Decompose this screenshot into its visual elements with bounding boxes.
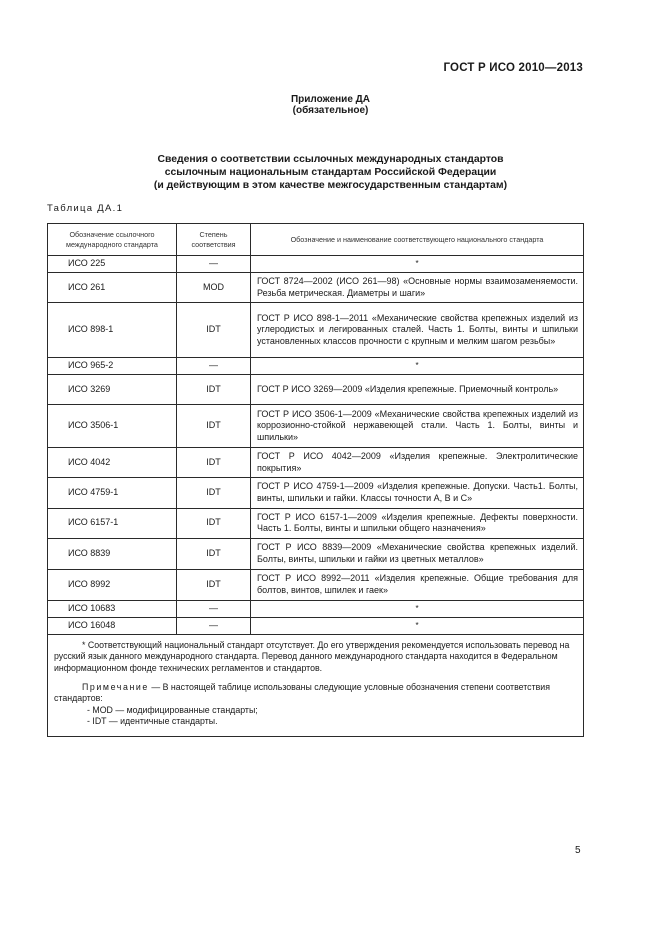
- intl-standard-cell: ИСО 225: [48, 256, 177, 273]
- intl-standard-cell: ИСО 8992: [48, 569, 177, 600]
- intl-standard-cell: ИСО 4759-1: [48, 478, 177, 508]
- document-code: ГОСТ Р ИСО 2010—2013: [443, 62, 583, 74]
- table-row: [48, 617, 584, 634]
- section-heading: [0, 153, 661, 192]
- table-label: Таблица ДА.1: [47, 203, 124, 214]
- national-standard-cell: ГОСТ Р ИСО 4759-1—2009 «Изделия крепежные. Допуски. Часть1. Болты, винты, шпильки и гайки. Классы точности А, В и С»: [251, 478, 584, 508]
- heading-line-1: Сведения о соответствии ссылочных международных стандартов: [157, 154, 504, 165]
- table-row: [48, 538, 584, 569]
- footnote: * Соответствующий национальный стандарт отсутствует. До его утверждения рекомендуется использовать перевод на русский язык данного международного стандарта. Перевод данного международного стандарта находится в Федеральном информационном фонде технических регламентов и стандартов.: [54, 639, 570, 673]
- table-row: [48, 303, 584, 358]
- degree-cell: IDT: [177, 478, 251, 508]
- degree-cell: —: [177, 617, 251, 634]
- national-standard-cell: ГОСТ Р ИСО 3506-1—2009 «Механические свойства крепежных изделий из коррозионно-стойкой нержавеющей стали. Часть 1. Болты, винты и шпильки»: [251, 405, 584, 448]
- table-row: [48, 600, 584, 617]
- national-standard-cell: ГОСТ 8724—2002 (ИСО 261—98) «Основные нормы взаимозаменяемости. Резьба метрическая. Диаметры и шаги»: [251, 273, 584, 303]
- table-row: [48, 375, 584, 405]
- intl-standard-cell: ИСО 6157-1: [48, 508, 177, 538]
- degree-cell: IDT: [177, 448, 251, 478]
- degree-cell: IDT: [177, 569, 251, 600]
- national-standard-cell: *: [251, 358, 584, 375]
- degree-cell: IDT: [177, 303, 251, 358]
- note-list-item: - MOD — модифицированные стандарты;: [87, 704, 258, 715]
- national-standard-cell: *: [251, 600, 584, 617]
- intl-standard-cell: ИСО 261: [48, 273, 177, 303]
- table-footer-row: [48, 634, 584, 736]
- intl-standard-cell: ИСО 965-2: [48, 358, 177, 375]
- table-row: [48, 273, 584, 303]
- intl-standard-cell: ИСО 10683: [48, 600, 177, 617]
- table-footnote-cell: [48, 634, 584, 736]
- national-standard-cell: *: [251, 617, 584, 634]
- annex-block: [0, 94, 661, 116]
- table-row: [48, 448, 584, 478]
- intl-standard-cell: ИСО 16048: [48, 617, 177, 634]
- heading-line-2: ссылочным национальным стандартам Российской Федерации: [164, 167, 497, 178]
- national-standard-cell: ГОСТ Р ИСО 8992—2011 «Изделия крепежные. Общие требования для болтов, винтов, шпилек и гаек»: [251, 569, 584, 600]
- note-text: — В настоящей таблице использованы следующие условные обозначения степени соответствия стандартов:: [54, 681, 550, 704]
- table-row: [48, 256, 584, 273]
- intl-standard-cell: ИСО 3269: [48, 375, 177, 405]
- intl-standard-cell: ИСО 4042: [48, 448, 177, 478]
- note: [54, 682, 577, 705]
- table-row: [48, 508, 584, 538]
- standards-table: [47, 223, 584, 737]
- national-standard-cell: ГОСТ Р ИСО 898-1—2011 «Механические свойства крепежных изделий из углеродистых и легированных сталей. Часть 1. Болты, винты и шпильки установленных классов прочности с крупным и мелким шагом резьбы»: [251, 303, 584, 358]
- table-header-row: [48, 224, 584, 256]
- table-row: [48, 405, 584, 448]
- table-row: [48, 569, 584, 600]
- table-row: [48, 478, 584, 508]
- national-standard-cell: ГОСТ Р ИСО 3269—2009 «Изделия крепежные. Приемочный контроль»: [251, 375, 584, 405]
- page-number: 5: [575, 845, 581, 856]
- heading-line-3: (и действующим в этом качестве межгосударственным стандартам): [153, 180, 508, 191]
- column-header-degree: Степень соответствия: [177, 224, 251, 256]
- degree-cell: IDT: [177, 405, 251, 448]
- table-row: [48, 358, 584, 375]
- degree-cell: IDT: [177, 375, 251, 405]
- degree-cell: —: [177, 256, 251, 273]
- note-list-item: - IDT — идентичные стандарты.: [87, 716, 218, 727]
- degree-cell: —: [177, 600, 251, 617]
- degree-cell: IDT: [177, 538, 251, 569]
- intl-standard-cell: ИСО 898-1: [48, 303, 177, 358]
- column-header-national: Обозначение и наименование соответствующего национального стандарта: [251, 224, 584, 256]
- intl-standard-cell: ИСО 3506-1: [48, 405, 177, 448]
- intl-standard-cell: ИСО 8839: [48, 538, 177, 569]
- annex-status: (обязательное): [292, 105, 369, 116]
- column-header-international: Обозначение ссылочного международного стандарта: [48, 224, 177, 256]
- degree-cell: —: [177, 358, 251, 375]
- degree-cell: IDT: [177, 508, 251, 538]
- national-standard-cell: ГОСТ Р ИСО 6157-1—2009 «Изделия крепежные. Дефекты поверхности. Часть 1. Болты, винты и шпильки общего назначения»: [251, 508, 584, 538]
- national-standard-cell: ГОСТ Р ИСО 8839—2009 «Механические свойства крепежных изделий. Болты, винты, шпильки и гайки из цветных металлов»: [251, 538, 584, 569]
- national-standard-cell: ГОСТ Р ИСО 4042—2009 «Изделия крепежные. Электролитические покрытия»: [251, 448, 584, 478]
- note-title: Примечание: [82, 681, 149, 692]
- annex-title: Приложение ДА: [290, 94, 371, 105]
- degree-cell: MOD: [177, 273, 251, 303]
- national-standard-cell: *: [251, 256, 584, 273]
